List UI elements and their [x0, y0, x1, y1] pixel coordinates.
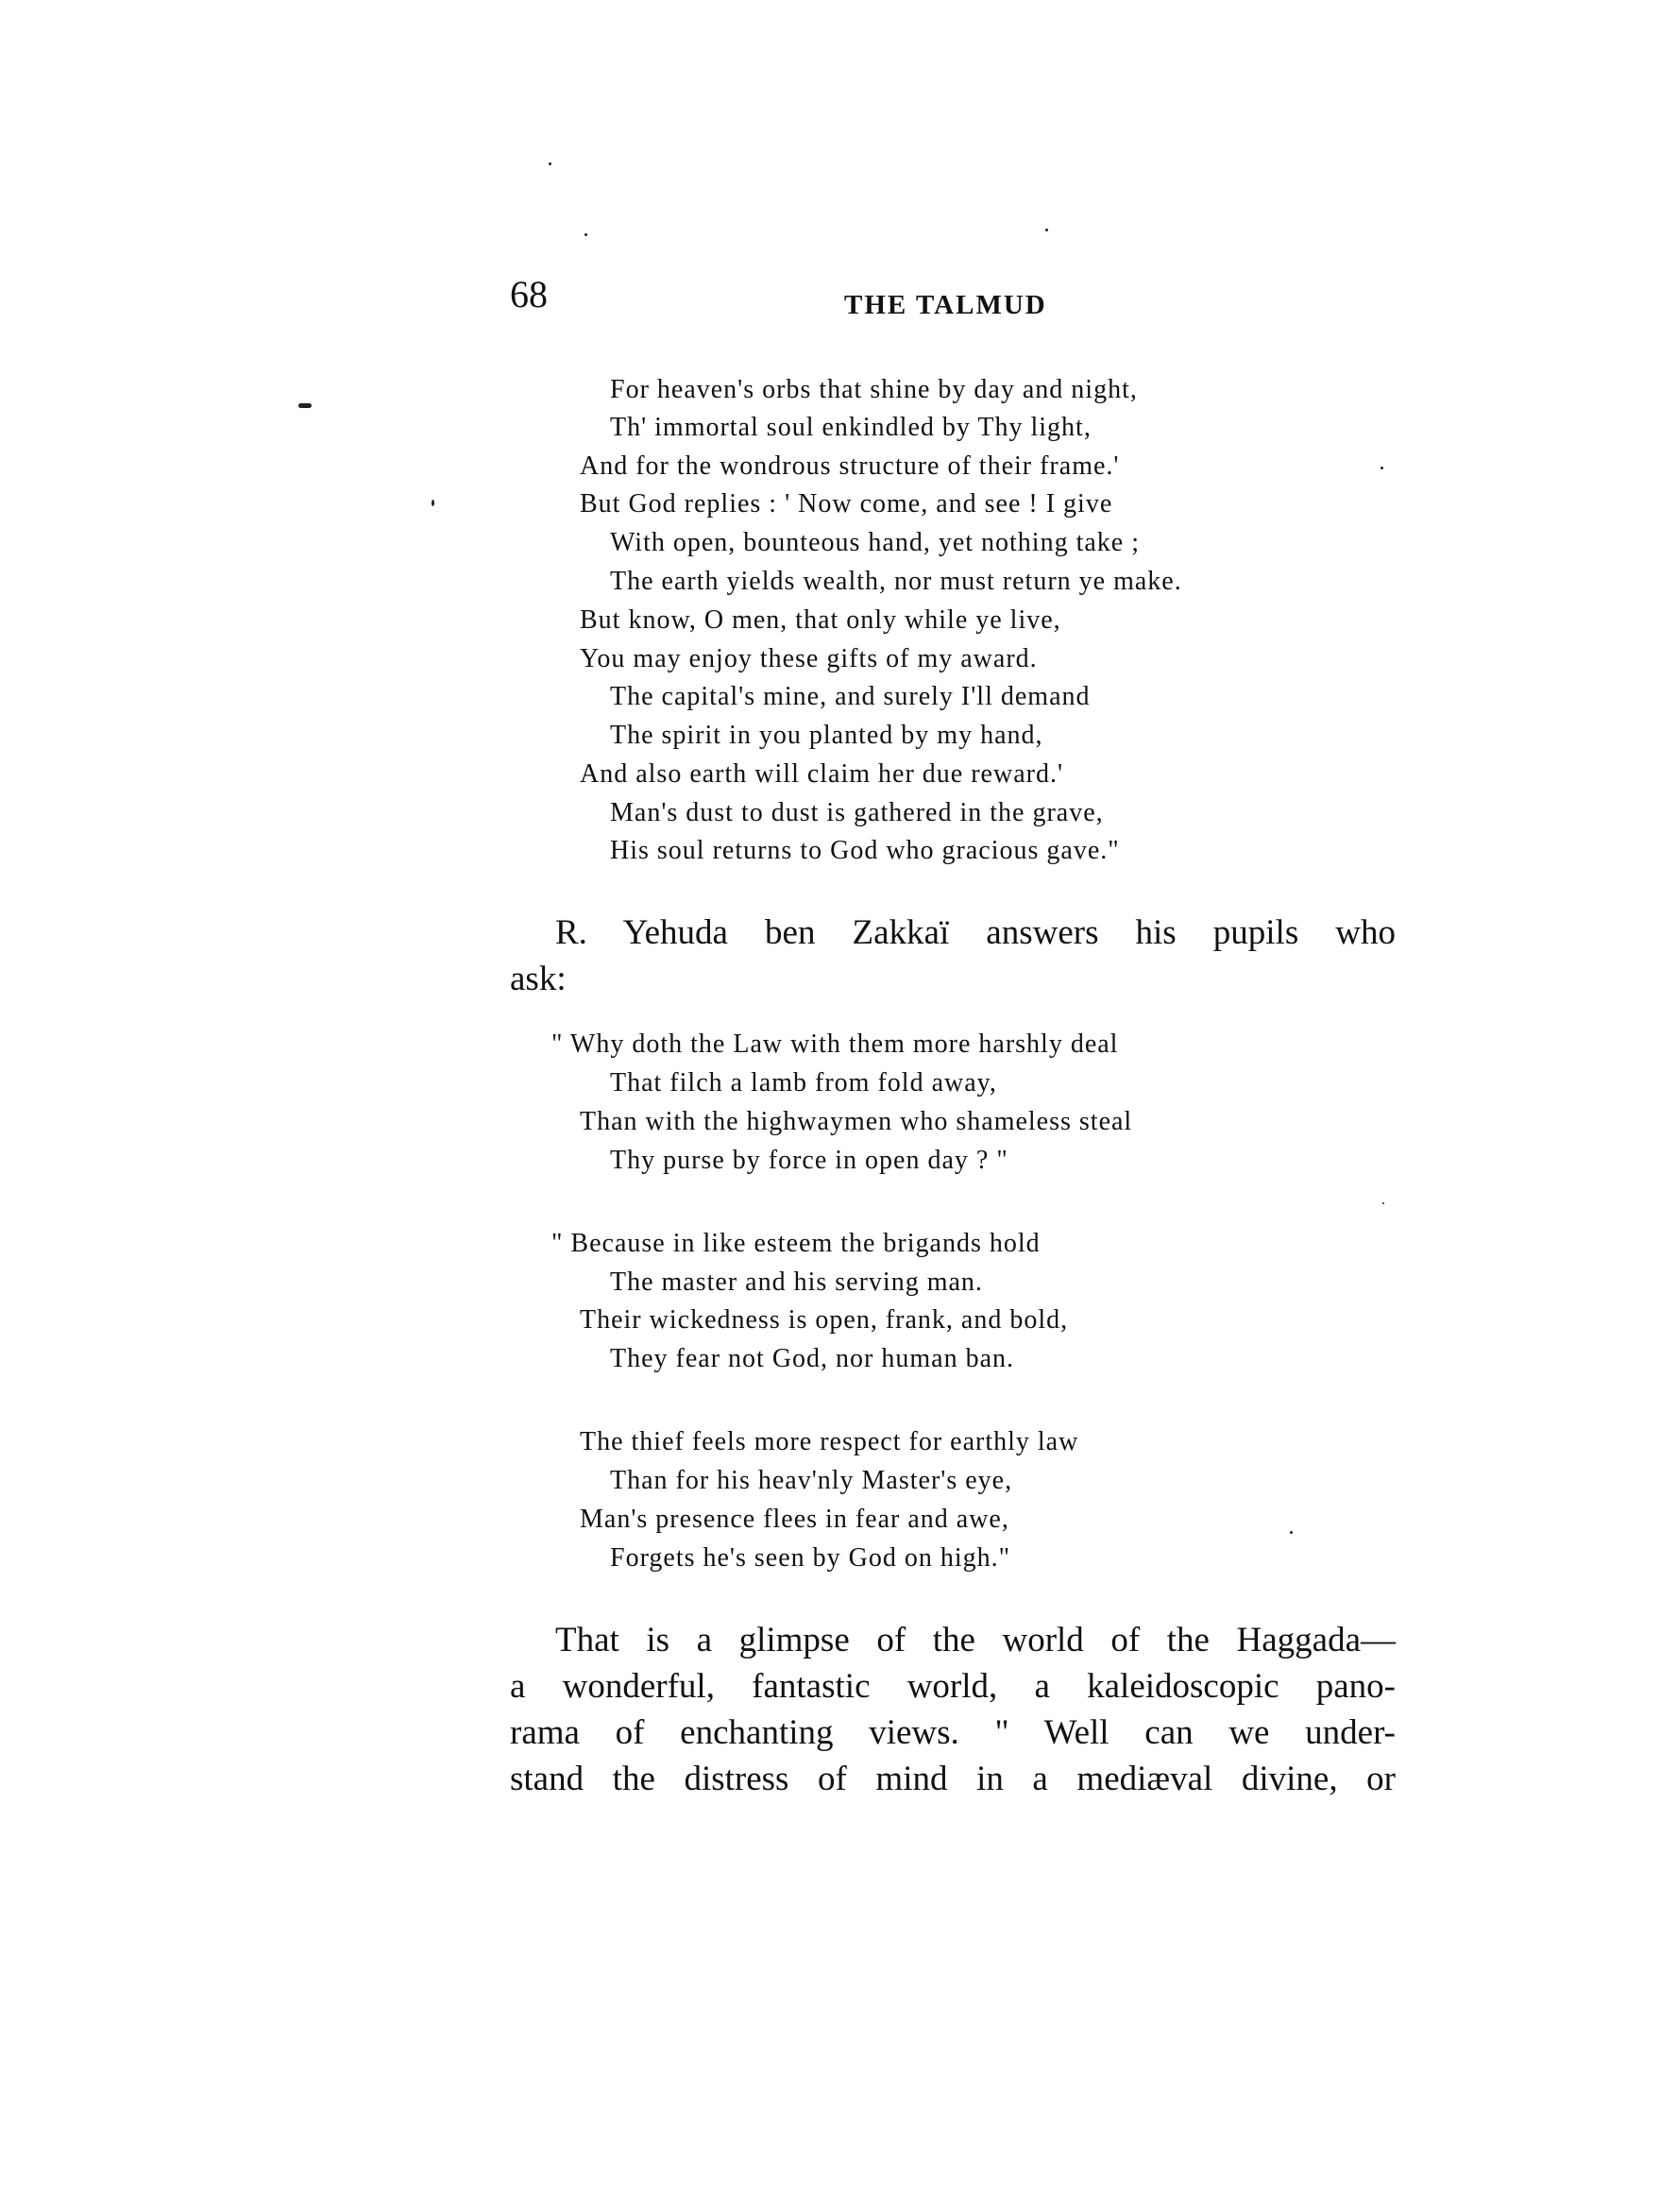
prose-line: stand the distress of mind in a mediæval divine, or [510, 1760, 1396, 1798]
verse-line: The spirit in you planted by my hand, [610, 721, 1043, 750]
scan-mark [298, 403, 312, 408]
prose-line: rama of enchanting views. " Well can we under- [510, 1713, 1396, 1752]
intro-paragraph [510, 910, 1396, 1002]
verse-line: Man's dust to dust is gathered in the grave, [610, 798, 1104, 827]
verse-line: The master and his serving man. [610, 1268, 983, 1297]
scan-speck [549, 162, 551, 165]
prose-line: That is a glimpse of the world of the Haggada— [555, 1621, 1396, 1659]
scan-speck [1381, 467, 1383, 469]
verse-line: Th' immortal soul enkindled by Thy light, [610, 413, 1092, 442]
verse-line: But know, O men, that only while ye live, [580, 605, 1061, 635]
verse-line: " Why doth the Law with them more harshly deal [551, 1029, 1119, 1059]
prose-line: R. Yehuda ben Zakkaï answers his pupils who [555, 913, 1396, 952]
verse-line: Thy purse by force in open day ? " [610, 1146, 1008, 1175]
verse-line: Their wickedness is open, frank, and bold, [580, 1305, 1069, 1335]
verse-line: The earth yields wealth, nor must return ye make. [610, 567, 1182, 596]
verse-line: " Because in like esteem the brigands hold [551, 1229, 1041, 1258]
verse-line: You may enjoy these gifts of my award. [580, 644, 1038, 673]
verse-line: With open, bounteous hand, yet nothing take ; [610, 528, 1141, 557]
verse-line: They fear not God, nor human ban. [610, 1344, 1014, 1373]
scan-speck [1290, 1531, 1293, 1534]
verse-line: The capital's mine, and surely I'll demand [610, 682, 1091, 711]
closing-paragraph [510, 1617, 1396, 1802]
scan-speck [584, 233, 587, 236]
verse-line: But God replies : ' Now come, and see ! I give [580, 489, 1113, 519]
verse-line: Than for his heav'nly Master's eye, [610, 1466, 1013, 1495]
prose-line: a wonderful, fantastic world, a kaleidoscopic pano- [510, 1667, 1396, 1706]
verse-line: That filch a lamb from fold away, [610, 1068, 997, 1097]
page-number: 68 [510, 273, 548, 315]
scan-speck [1045, 229, 1048, 231]
verse-line: His soul returns to God who gracious gave." [610, 836, 1120, 865]
verse-line: And for the wondrous structure of their frame.' [580, 451, 1120, 481]
prose-line: ask: [510, 960, 567, 998]
scan-speck [1382, 1202, 1384, 1204]
running-title: THE TALMUD [844, 290, 1047, 320]
verse-line: The thief feels more respect for earthly law [580, 1427, 1079, 1456]
verse-line: Than with the highwaymen who shameless steal [580, 1107, 1133, 1136]
verse-line: For heaven's orbs that shine by day and night, [610, 375, 1138, 404]
verse-line: Man's presence flees in fear and awe, [580, 1505, 1009, 1534]
scan-speck [432, 500, 434, 506]
verse-line: And also earth will claim her due reward.' [580, 759, 1063, 789]
verse-line: Forgets he's seen by God on high." [610, 1543, 1011, 1573]
